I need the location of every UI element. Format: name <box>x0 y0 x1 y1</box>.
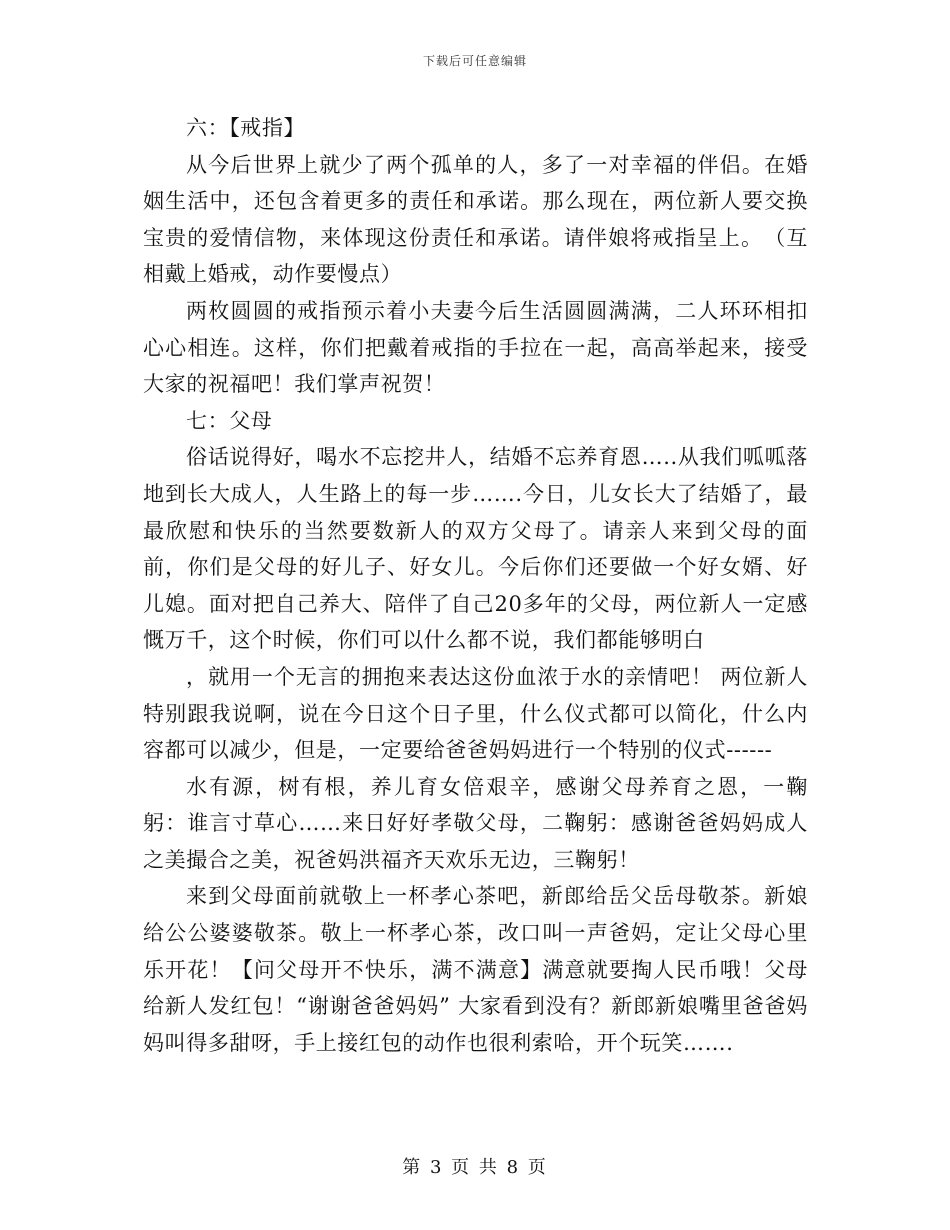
paragraph-ring-blessing: 两枚圆圆的戒指预示着小夫妻今后生活圆圆满满，二人环环相扣心心相连。这样，你们把戴着戒指的手拉在一起，高高举起来，接受大家的祝福吧！我们掌声祝贺！ <box>143 298 808 397</box>
paragraph-tea-ceremony: 来到父母面前就敬上一杯孝心茶吧，新郎给岳父岳母敬茶。新娘给公公婆婆敬茶。敬上一杯孝心茶，改口叫一声爸妈，定让父母心里乐开花！【问父母开不快乐，满不满意】满意就要掏人民币哦！父母给新人发红包！“谢谢爸爸妈妈” 大家看到没有？新郎新娘嘴里爸爸妈妈叫得多甜呀，手上接红包的动作也很利索哈，开个玩笑……. <box>143 884 808 1055</box>
paragraph-hug-ceremony: ，就用一个无言的拥抱来表达这份血浓于水的亲情吧！ 两位新人特别跟我说啊，说在今日这个日子里，什么仪式都可以简化，什么内容都可以减少，但是，一定要给爸爸妈妈进行一个特别的仪式------ <box>143 664 808 763</box>
document-body <box>143 110 808 1061</box>
page-number: 第 3 页 共 8 页 <box>402 1157 548 1178</box>
section-heading-ring: 六：【戒指】 <box>186 116 306 140</box>
paragraph-bowing: 水有源，树有根，养儿育女倍艰辛，感谢父母养育之恩，一鞠躬：谁言寸草心……来日好好孝敬父母，二鞠躬：感谢爸爸妈妈成人之美撮合之美，祝爸妈洪福齐天欢乐无边，三鞠躬！ <box>143 774 808 872</box>
page-header: 下载后可任意编辑 <box>422 54 527 68</box>
paragraph-ring-exchange: 从今后世界上就少了两个孤单的人，多了一对幸福的伴侣。在婚姻生活中，还包含着更多的责任和承诺。那么现在，两位新人要交换宝贵的爱情信物，来体现这份责任和承诺。请伴娘将戒指呈上。 （互相戴上婚戒，动作要慢点） <box>143 152 808 287</box>
paragraph-parents-gratitude: 俗话说得好，喝水不忘挖井人，结婚不忘养育恩…..从我们呱呱落地到长大成人，人生路上的每一步…….今日，儿女长大了结婚了，最最欣慰和快乐的当然要数新人的双方父母了。请亲人来到父母的面前，你们是父母的好儿子、好女儿。今后你们还要做一个好女婿、好儿媳。面对把自己养大、陪伴了自己20多年的父母，两位新人一定感慨万千，这个时候，你们可以什么都不说，我们都能够明白 <box>143 445 808 653</box>
section-heading-parents: 七：父母 <box>186 408 273 433</box>
